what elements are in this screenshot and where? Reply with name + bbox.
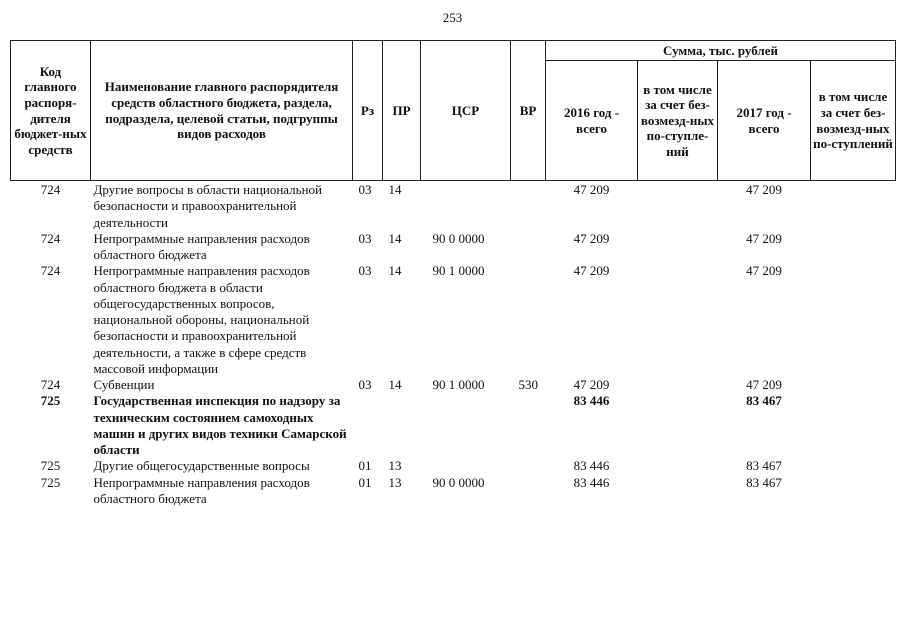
header-vr: ВР (511, 41, 546, 181)
cell-2016-total: 47 209 (573, 263, 610, 279)
header-name: Наименование главного распорядителя средств областного бюджета, раздела, подраздела, целевой статьи, подгруппы видов расходов (91, 41, 353, 181)
header-code: Код главного распоря-дителя бюджет-ных средств (11, 41, 91, 181)
table-row (11, 393, 896, 458)
cell-2016-total: 83 446 (573, 393, 610, 409)
cell-2016-free (638, 475, 718, 508)
cell-csr (421, 458, 511, 474)
cell-rz: 03 (358, 263, 372, 279)
cell-2017-total: 47 209 (746, 230, 782, 246)
cell-rz (353, 393, 383, 458)
table-row (11, 458, 896, 474)
table-row (11, 377, 896, 393)
table-row (11, 263, 896, 377)
cell-pr: 14 (388, 182, 402, 197)
header-2017-free: в том числе за счет без-возмезд-ных по-ступлений (811, 61, 896, 181)
cell-2017-total: 47 209 (746, 377, 782, 392)
cell-2016-free (638, 458, 718, 474)
cell-code: 724 (40, 230, 61, 246)
cell-rz: 03 (358, 182, 372, 197)
cell-2016-total: 47 209 (573, 377, 610, 392)
cell-csr: 90 1 0000 (432, 263, 485, 279)
cell-code: 724 (40, 182, 61, 197)
cell-csr: 90 0 0000 (432, 474, 485, 490)
cell-name: Другие вопросы в области национальной безопасности и правоохранительной деятельности (93, 182, 322, 230)
cell-vr: 530 (518, 377, 538, 392)
cell-vr (511, 231, 546, 264)
cell-code: 725 (40, 474, 61, 490)
cell-rz: 03 (358, 377, 372, 392)
cell-2017-total: 83 467 (746, 393, 782, 409)
cell-2017-free (811, 231, 896, 264)
cell-code: 725 (40, 393, 61, 409)
cell-csr: 90 0 0000 (432, 230, 485, 246)
cell-2017-free (811, 393, 896, 458)
cell-2016-free (638, 181, 718, 231)
budget-table (10, 40, 896, 507)
table-header (11, 41, 896, 181)
table-row (11, 231, 896, 264)
header-csr: ЦСР (421, 41, 511, 181)
cell-2016-total: 83 446 (573, 474, 610, 490)
cell-name: Субвенции (93, 377, 155, 392)
page-number: 253 (442, 10, 463, 25)
cell-2017-free (811, 458, 896, 474)
cell-pr: 14 (388, 230, 402, 246)
cell-2016-total: 47 209 (573, 230, 610, 246)
cell-pr: 14 (388, 377, 402, 392)
cell-2016-free (638, 377, 718, 393)
cell-name: Другие общегосударственные вопросы (93, 458, 310, 474)
cell-pr (383, 393, 421, 458)
cell-rz: 03 (358, 230, 372, 246)
table-row (11, 475, 896, 508)
cell-2016-free (638, 263, 718, 377)
header-2017-total: 2017 год - всего (718, 61, 811, 181)
cell-2016-free (638, 393, 718, 458)
cell-pr: 13 (388, 474, 402, 490)
cell-2017-total: 47 209 (746, 182, 782, 197)
table-body (11, 181, 896, 508)
cell-2017-total: 83 467 (746, 474, 782, 490)
cell-2017-free (811, 263, 896, 377)
cell-csr (421, 393, 511, 458)
header-2016-total: 2016 год - всего (546, 61, 638, 181)
cell-code: 725 (40, 458, 61, 474)
cell-vr (511, 458, 546, 474)
cell-csr: 90 1 0000 (432, 377, 485, 392)
header-sum-group: Сумма, тыс. рублей (546, 41, 896, 61)
header-rz: Рз (353, 41, 383, 181)
cell-name: Непрограммные направления расходов областного бюджета в области общегосударственных вопросов, национальной обороны, национальной безопасности и правоохранительной деятельности, а также в сфере средств массовой информации (93, 263, 310, 376)
cell-vr (511, 263, 546, 377)
header-2016-free: в том числе за счет без-возмезд-ных по-ступле-ний (638, 61, 718, 181)
cell-name: Государственная инспекция по надзору за техническим состоянием самоходных машин и других видов техники Самарской области (93, 393, 347, 457)
cell-2017-free (811, 377, 896, 393)
cell-code: 724 (40, 377, 61, 392)
cell-rz: 01 (358, 458, 372, 474)
cell-vr (511, 393, 546, 458)
cell-pr: 13 (388, 458, 402, 474)
cell-2016-total: 47 209 (573, 182, 610, 197)
table-row (11, 181, 896, 231)
cell-name: Непрограммные направления расходов областного бюджета (93, 230, 310, 262)
cell-2017-total: 47 209 (746, 263, 782, 279)
header-pr: ПР (383, 41, 421, 181)
cell-2017-free (811, 475, 896, 508)
cell-2016-free (638, 231, 718, 264)
cell-code: 724 (40, 263, 61, 279)
cell-vr (511, 475, 546, 508)
cell-2017-total: 83 467 (746, 458, 782, 474)
cell-name: Непрограммные направления расходов областного бюджета (93, 474, 310, 506)
cell-pr: 14 (388, 263, 402, 279)
cell-rz: 01 (358, 474, 372, 490)
cell-csr (421, 181, 511, 231)
cell-vr (511, 181, 546, 231)
cell-2016-total: 83 446 (573, 458, 610, 474)
cell-2017-free (811, 181, 896, 231)
